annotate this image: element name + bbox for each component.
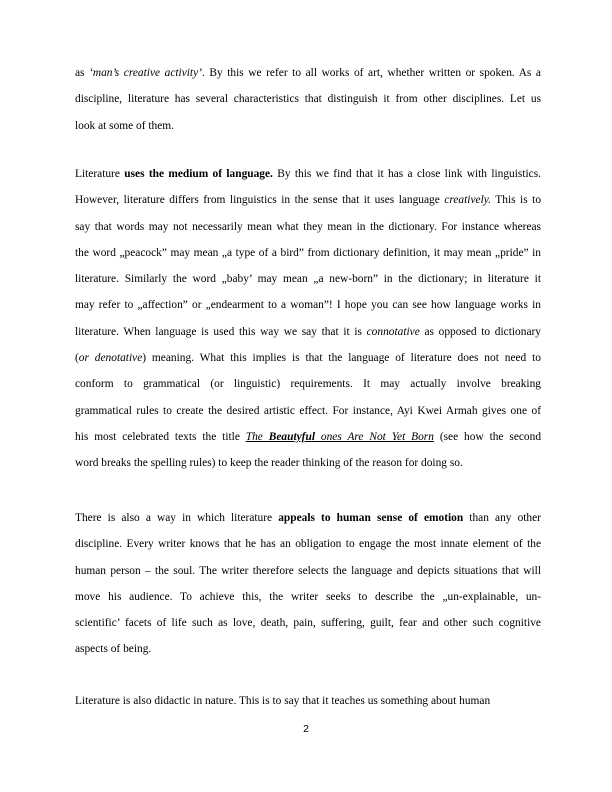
paragraph-emotion	[75, 505, 541, 663]
text-line: say that words may not necessarily mean what they mean in the dictionary. For instance whereas	[75, 220, 541, 233]
text-line: literature. Similarly the word „baby’ may mean „a new-born” in the dictionary; in literature it	[75, 273, 541, 286]
paragraph-didactic	[75, 688, 541, 714]
text-line: the word „peacock” may mean „a type of a bird” from dictionary definition, it may mean „pride” in	[75, 246, 541, 259]
text-line: There is also a way in which literature appeals to human sense of emotion than any other	[75, 512, 541, 524]
text-line: Literature uses the medium of language. By this we find that it has a close link with linguistics.	[75, 168, 541, 180]
text-line: move his audience. To achieve this, the writer seeks to describe the „un-explainable, un-	[75, 590, 541, 603]
book-title-text: The	[245, 430, 269, 443]
text-line: his most celebrated texts the title The Beautyful ones Are Not Yet Born (see how the second	[75, 430, 542, 443]
paragraph-intro	[75, 60, 541, 139]
italic-text: ‘man’s creative activity’	[89, 67, 202, 79]
text-line: grammatical rules to create the desired artistic effect. For instance, Ayi Kwei Armah gives one of	[75, 404, 541, 417]
text-line: human person – the soul. The writer therefore selects the language and depicts situations that will	[75, 564, 541, 577]
text-line: (or denotative) meaning. What this implies is that the language of literature does not need to	[75, 352, 541, 365]
book-title-text: Beautyful	[268, 430, 315, 443]
italic-text: connotative	[366, 325, 420, 338]
page-number: 2	[303, 723, 309, 735]
text-line: discipline. Every writer knows that he has an obligation to engage the most innate element of the	[75, 538, 541, 551]
text-line: look at some of them.	[75, 119, 175, 132]
text-line: may refer to „affection” or „endearment to a woman”! I hope you can see how language works in	[75, 299, 541, 312]
text-line: conform to grammatical (or linguistic) requirements. It may actually involve breaking	[75, 378, 541, 391]
bold-text: appeals to human sense of emotion	[278, 512, 464, 524]
text-line: scientific’ facets of life such as love, death, pain, suffering, guilt, fear and other such cognitive	[75, 617, 541, 630]
text-line: However, literature differs from linguistics in the sense that it uses language creatively. This is to	[75, 194, 542, 207]
text-line: aspects of being.	[75, 643, 152, 656]
book-title-text: ones Are Not Yet Born	[314, 430, 434, 443]
text-line: word breaks the spelling rules) to keep the reader thinking of the reason for doing so.	[75, 457, 463, 470]
paragraph-language	[75, 161, 541, 477]
italic-text: creatively.	[444, 194, 492, 207]
text-line: discipline, literature has several characteristics that distinguish it from other disciplines. Let us	[75, 93, 541, 106]
text-line: Literature is also didactic in nature. This is to say that it teaches us something about human	[75, 695, 491, 707]
italic-text: or denotative	[78, 352, 143, 365]
text-line: literature. When language is used this way we say that it is connotative as opposed to dictionary	[75, 325, 541, 338]
text-line: as ‘man’s creative activity’. By this we refer to all works of art, whether written or spoken. As a	[75, 67, 541, 79]
bold-text: uses the medium of language.	[124, 168, 273, 180]
